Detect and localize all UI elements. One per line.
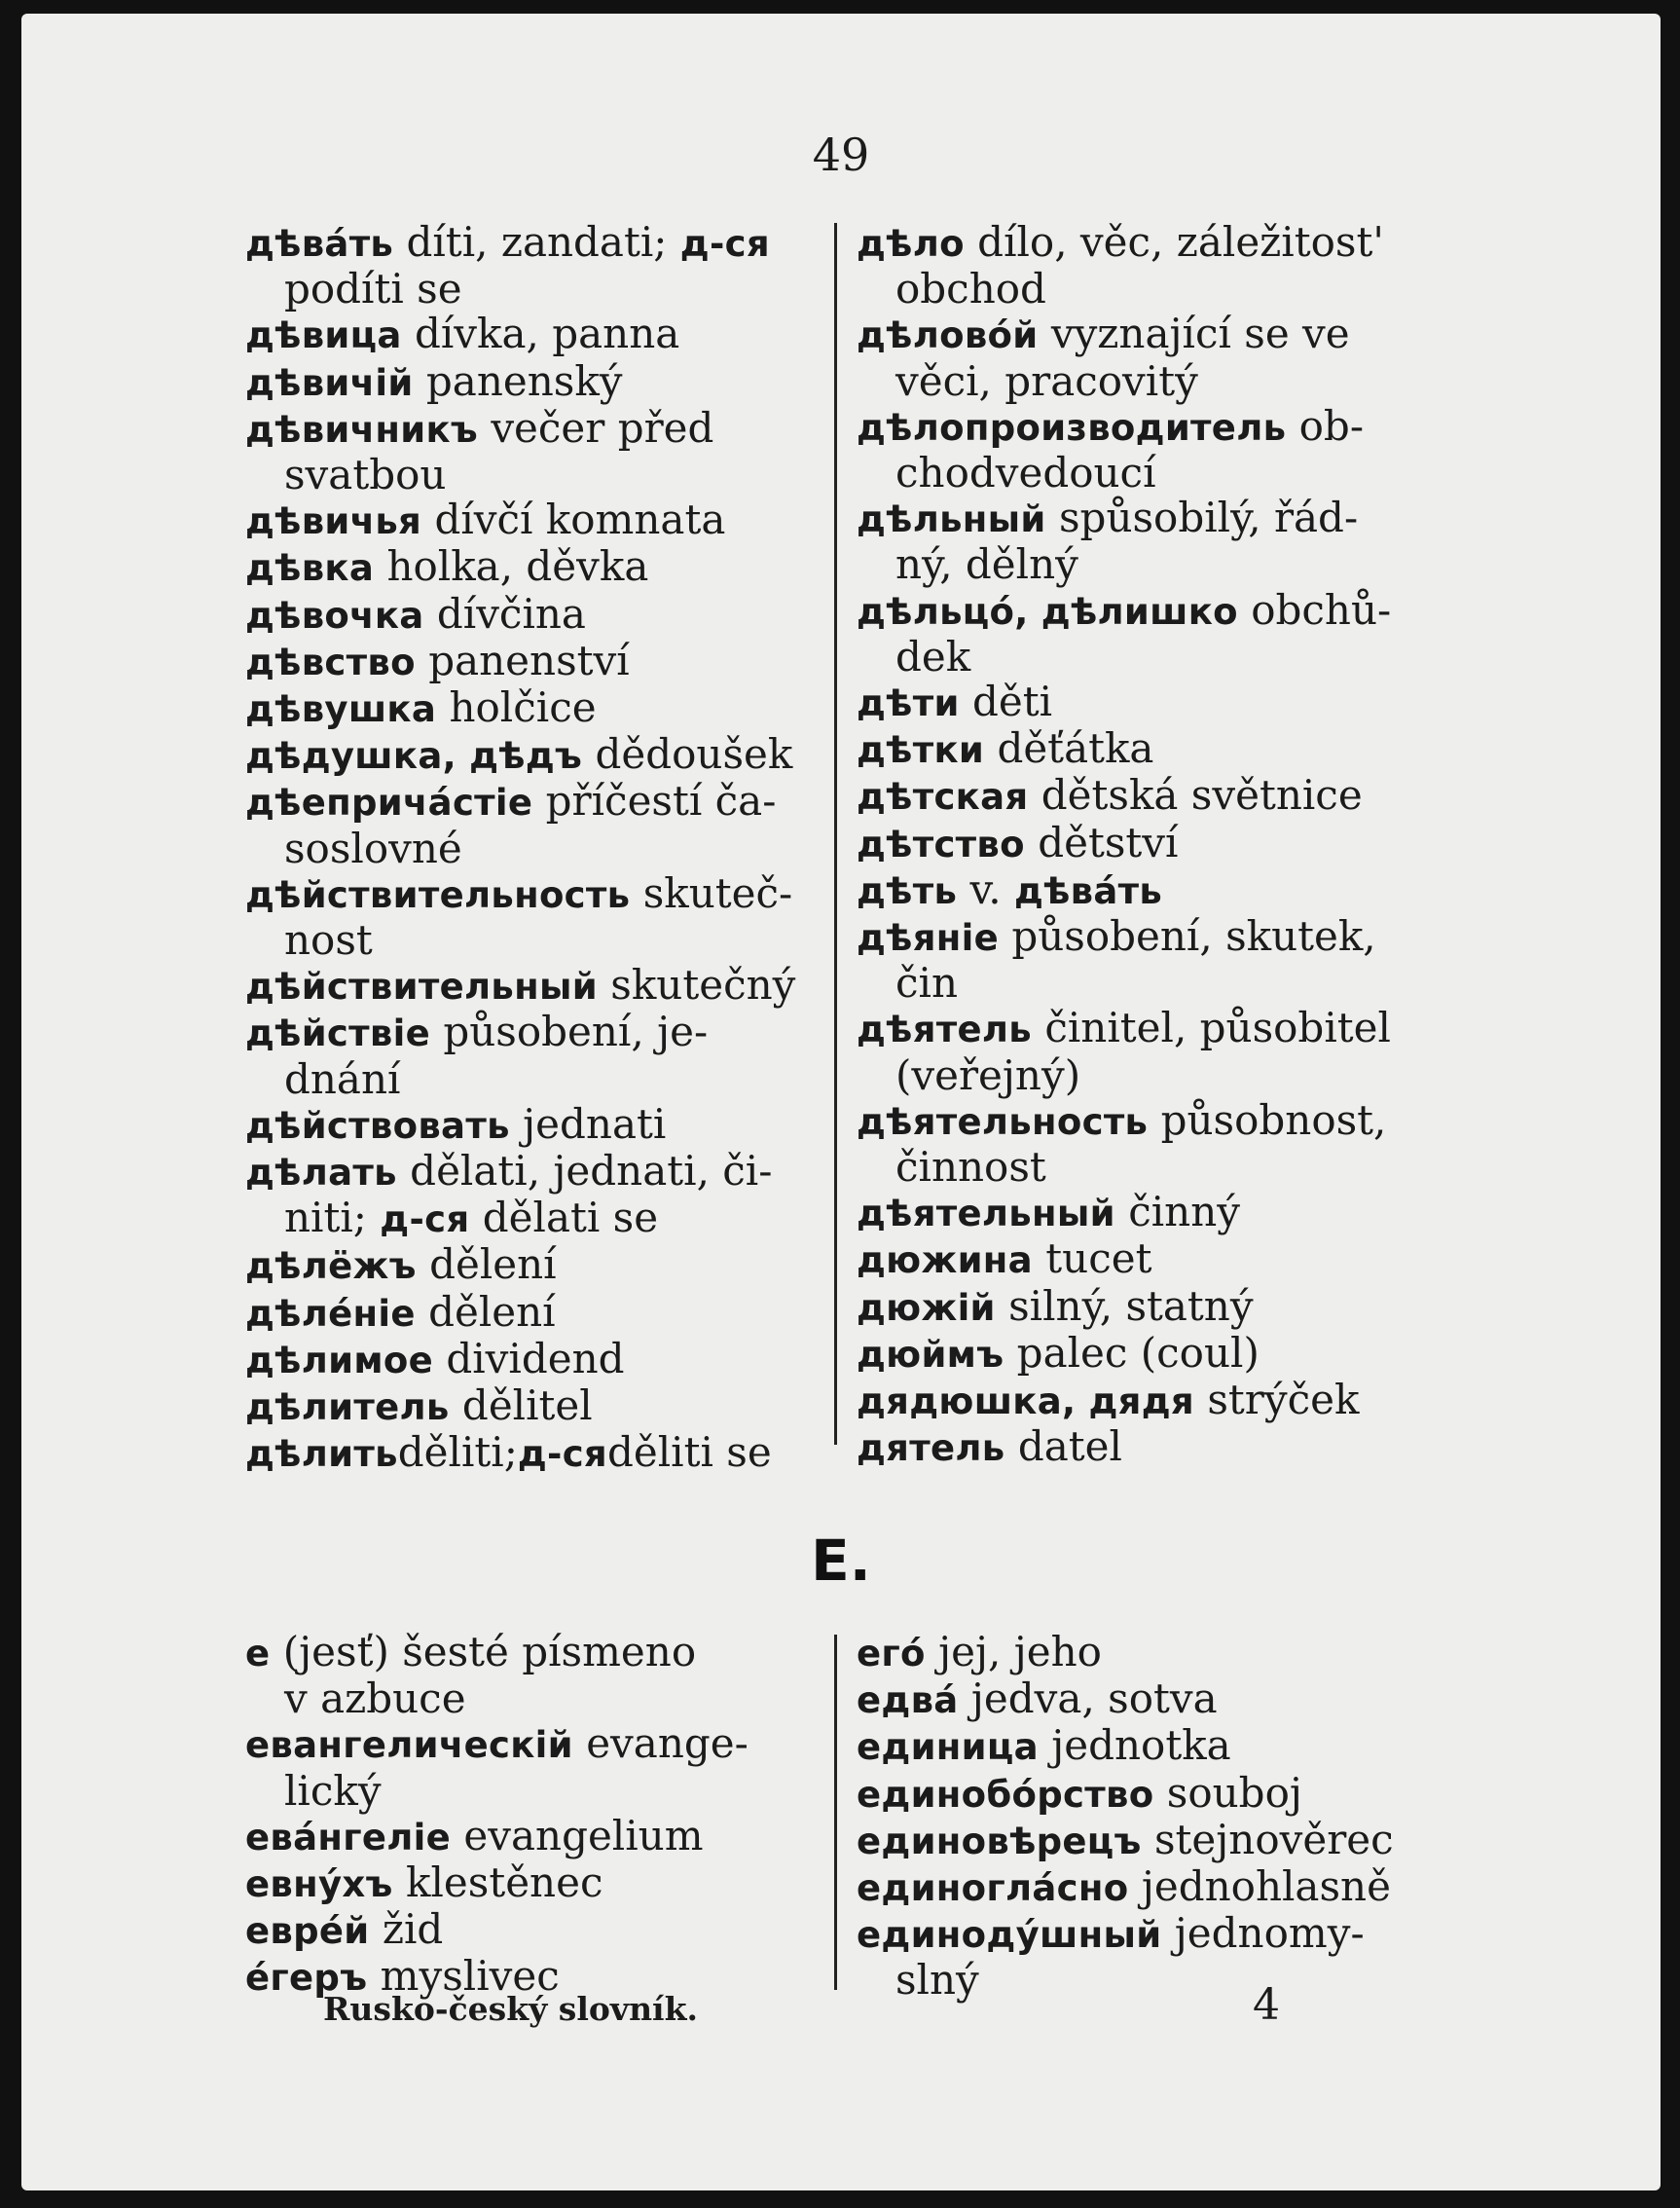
dictionary-entry bbox=[245, 403, 820, 453]
dictionary-entry bbox=[857, 1328, 1431, 1378]
dictionary-entry bbox=[245, 312, 820, 358]
entry-headword: дѣлать bbox=[245, 1152, 397, 1195]
entry-definition: holka, děvka bbox=[374, 542, 649, 591]
entry-definition: nost bbox=[284, 916, 373, 965]
entry-headword: е bbox=[245, 1633, 271, 1674]
entry-continuation bbox=[857, 1145, 1431, 1190]
entry-headword: единодýшный bbox=[857, 1914, 1162, 1957]
entry-headword: дѣйствiе bbox=[245, 1012, 431, 1055]
entry-headword: дѣдушка, дѣдъ bbox=[245, 735, 583, 778]
entry-headword: дѣйствительность bbox=[245, 873, 631, 916]
dictionary-entry bbox=[245, 636, 820, 685]
entry-continuation bbox=[245, 453, 820, 497]
entry-definition: činnost bbox=[895, 1143, 1046, 1192]
entry-definition: (veřejný) bbox=[895, 1050, 1081, 1099]
entry-definition: skuteč- bbox=[630, 868, 793, 917]
entry-headword: дѣловóй bbox=[857, 314, 1039, 357]
dictionary-entry bbox=[857, 1768, 1431, 1818]
entry-definition: panenství bbox=[415, 636, 630, 684]
entry-headword: единица bbox=[857, 1726, 1039, 1769]
dictionary-entry bbox=[857, 1190, 1431, 1236]
entry-headword: дюжина bbox=[857, 1239, 1033, 1282]
entry-headword: дѣтская bbox=[857, 776, 1029, 819]
dictionary-entry bbox=[245, 1010, 820, 1056]
entry-definition: lický bbox=[284, 1766, 382, 1815]
entry-definition: obchod bbox=[895, 265, 1046, 313]
entry-definition: působnost, bbox=[1148, 1095, 1387, 1144]
dictionary-entry bbox=[245, 1860, 820, 1907]
dictionary-entry bbox=[857, 401, 1431, 451]
entry-definition: díti, zandati; bbox=[393, 218, 680, 266]
column-e-left bbox=[245, 1630, 820, 2002]
dictionary-entry bbox=[245, 779, 820, 826]
entry-headword: евáнгелiе bbox=[245, 1816, 452, 1858]
entry-definition: obchů- bbox=[1237, 585, 1392, 634]
entry-definition: dividend bbox=[433, 1334, 625, 1382]
entry-definition: ob- bbox=[1286, 401, 1365, 450]
entry-definition: skutečný bbox=[597, 961, 796, 1010]
entry-continuation bbox=[245, 267, 820, 312]
entry-continuation bbox=[857, 267, 1431, 312]
entry-headword: дѣтство bbox=[857, 823, 1025, 865]
column-e-right bbox=[857, 1630, 1431, 2004]
entry-continuation bbox=[245, 824, 820, 872]
entry-headword: дѣвушка bbox=[245, 688, 437, 731]
entry-definition: dělení bbox=[415, 1287, 556, 1336]
entry-definition: jednomy- bbox=[1161, 1909, 1365, 1958]
entry-headword: дѣвочка bbox=[245, 594, 424, 637]
entry-headword: дѣвичья bbox=[245, 500, 422, 543]
entry-headword: евнýхъ bbox=[245, 1863, 393, 1906]
entry-headword: дѣлéнiе bbox=[245, 1292, 416, 1335]
entry-definition: podíti se bbox=[284, 265, 462, 313]
entry-headword: дѣепричáстiе bbox=[245, 782, 533, 825]
entry-definition: dělitel bbox=[449, 1381, 593, 1430]
entry-headword: дѣянiе bbox=[857, 917, 1000, 960]
dictionary-entry bbox=[857, 312, 1431, 358]
entry-definition: silný, statný bbox=[995, 1281, 1254, 1330]
column-d-left bbox=[245, 220, 820, 1477]
entry-definition: strýček bbox=[1193, 1376, 1360, 1424]
column-divider bbox=[834, 223, 837, 1445]
entry-definition: soslovné bbox=[284, 824, 462, 872]
entry-headword: дѣлимое bbox=[245, 1339, 433, 1381]
entry-headword: дѣти bbox=[857, 682, 960, 725]
entry-definition: věci, pracovitý bbox=[895, 356, 1198, 405]
dictionary-entry bbox=[245, 497, 820, 544]
entry-headword: дятель bbox=[857, 1427, 1005, 1470]
dictionary-entry bbox=[245, 963, 820, 1010]
entry-headword: д-ся bbox=[679, 223, 770, 265]
entry-definition: evange- bbox=[572, 1719, 749, 1768]
entry-continuation bbox=[857, 451, 1431, 496]
entry-definition: dnání bbox=[284, 1054, 401, 1103]
entry-headword: дѣйствительный bbox=[245, 966, 598, 1009]
entry-definition: panenský bbox=[413, 356, 623, 405]
page-number: 49 bbox=[812, 129, 870, 181]
entry-definition: působení, je- bbox=[430, 1008, 709, 1056]
dictionary-entry bbox=[245, 356, 820, 406]
entry-definition: evangelium bbox=[451, 1811, 704, 1859]
dictionary-entry bbox=[857, 818, 1431, 867]
entry-definition: jej, jeho bbox=[925, 1628, 1102, 1675]
entry-continuation bbox=[245, 1196, 820, 1242]
dictionary-entry bbox=[857, 220, 1431, 267]
entry-definition: slný bbox=[895, 1956, 979, 2005]
entry-headword: д-ся bbox=[380, 1198, 470, 1241]
entry-headword: дядюшка, дядя bbox=[857, 1380, 1194, 1423]
dictionary-entry bbox=[857, 1723, 1431, 1770]
entry-headword: дѣло bbox=[857, 223, 965, 265]
dictionary-entry bbox=[245, 1287, 820, 1337]
entry-definition: jednati bbox=[509, 1099, 667, 1148]
entry-headword: дѣятель bbox=[857, 1009, 1032, 1051]
entry-headword: дѣвáть bbox=[1013, 869, 1163, 912]
dictionary-entry bbox=[857, 1630, 1431, 1676]
entry-continuation bbox=[245, 1054, 820, 1103]
entry-headword: евангелическiй bbox=[245, 1724, 573, 1767]
entry-definition: dílo, věc, záležitost' bbox=[964, 218, 1384, 266]
entry-definition: žid bbox=[369, 1905, 444, 1954]
dictionary-entry bbox=[857, 1006, 1431, 1052]
entry-headword: дѣвица bbox=[245, 314, 402, 357]
dictionary-entry bbox=[857, 1236, 1431, 1283]
dictionary-entry bbox=[857, 726, 1431, 773]
entry-definition: děťátka bbox=[984, 724, 1154, 773]
entry-headword: дѣвáть bbox=[245, 223, 394, 265]
entry-definition: v. bbox=[957, 865, 1014, 913]
entry-headword: единобóрство bbox=[857, 1773, 1154, 1816]
entry-definition: děti bbox=[959, 678, 1053, 726]
entry-definition: tucet bbox=[1032, 1234, 1152, 1283]
entry-headword: дѣлить bbox=[245, 1433, 398, 1476]
dictionary-entry bbox=[857, 914, 1431, 961]
entry-headword: дѣйствовать bbox=[245, 1104, 510, 1147]
entry-definition: klestěnec bbox=[392, 1858, 603, 1907]
section-letter: E. bbox=[811, 1527, 871, 1594]
entry-definition: holčice bbox=[436, 683, 597, 732]
entry-definition: (jesť) šesté písmeno bbox=[270, 1628, 697, 1675]
entry-headword: дѣтки bbox=[857, 729, 985, 772]
entry-headword: дѣльный bbox=[857, 498, 1046, 541]
entry-continuation bbox=[245, 918, 820, 963]
dictionary-entry bbox=[857, 1676, 1431, 1723]
entry-definition: dětská světnice bbox=[1028, 771, 1363, 820]
dictionary-entry bbox=[245, 1099, 820, 1149]
entry-headword: дѣвство bbox=[245, 641, 416, 683]
entry-headword: еврéй bbox=[245, 1910, 370, 1953]
entry-definition: myslivec bbox=[367, 1952, 560, 2001]
entry-continuation bbox=[857, 1050, 1431, 1099]
dictionary-page bbox=[21, 14, 1661, 2190]
entry-headword: дѣвичникъ bbox=[245, 408, 478, 451]
dictionary-entry bbox=[245, 220, 820, 267]
entry-definition: večer před bbox=[477, 403, 714, 452]
entry-definition: činitel, působitel bbox=[1032, 1004, 1391, 1052]
entry-definition: jedva, sotva bbox=[958, 1674, 1218, 1723]
dictionary-entry bbox=[857, 1911, 1431, 1958]
dictionary-entry bbox=[857, 1864, 1431, 1911]
dictionary-entry bbox=[245, 1383, 820, 1430]
dictionary-entry bbox=[245, 1721, 820, 1768]
entry-definition: činný bbox=[1114, 1188, 1240, 1236]
entry-definition: vyznající se ve bbox=[1038, 310, 1350, 358]
entry-definition: dělati se bbox=[469, 1194, 659, 1242]
entry-definition: spůsobilý, řád- bbox=[1045, 494, 1359, 542]
entry-continuation bbox=[857, 356, 1431, 405]
dictionary-entry bbox=[245, 1630, 820, 1676]
dictionary-entry bbox=[245, 589, 820, 639]
entry-definition: dělení bbox=[416, 1240, 557, 1289]
entry-continuation bbox=[857, 542, 1431, 587]
entry-continuation bbox=[857, 961, 1431, 1006]
dictionary-entry bbox=[857, 1095, 1431, 1145]
entry-headword: дюймъ bbox=[857, 1333, 1004, 1376]
dictionary-entry bbox=[245, 1334, 820, 1383]
entry-headword: дѣльцó, дѣлишко bbox=[857, 590, 1238, 633]
dictionary-entry bbox=[245, 1811, 820, 1860]
entry-headword: егó bbox=[857, 1633, 926, 1674]
entry-definition: chodvedoucí bbox=[895, 449, 1156, 497]
entry-definition: datel bbox=[1004, 1422, 1122, 1471]
entry-continuation bbox=[245, 1766, 820, 1815]
entry-definition: palec (coul) bbox=[1004, 1328, 1260, 1377]
column-d-right bbox=[857, 220, 1431, 1471]
entry-definition: dek bbox=[895, 632, 971, 681]
dictionary-entry bbox=[857, 1424, 1431, 1471]
dictionary-entry bbox=[245, 1242, 820, 1289]
entry-continuation bbox=[245, 1676, 820, 1721]
column-divider bbox=[834, 1635, 837, 1990]
entry-headword: éгеръ bbox=[245, 1957, 368, 2000]
entry-definition: příčestí ča- bbox=[532, 777, 777, 826]
dictionary-entry bbox=[245, 1430, 820, 1477]
entry-continuation bbox=[857, 1958, 1431, 2003]
entry-definition: ný, dělný bbox=[895, 540, 1078, 589]
entry-definition: dělati, jednati, či- bbox=[396, 1147, 773, 1196]
dictionary-entry bbox=[857, 1281, 1431, 1331]
entry-headword: дѣлёжъ bbox=[245, 1245, 417, 1288]
dictionary-entry bbox=[857, 585, 1431, 635]
entry-definition: dívčina bbox=[423, 589, 586, 638]
entry-headword: дѣть bbox=[857, 869, 958, 912]
entry-definition: působení, skutek, bbox=[999, 912, 1376, 961]
entry-definition: děliti se bbox=[607, 1428, 772, 1477]
dictionary-entry bbox=[857, 773, 1431, 820]
entry-definition: jednohlasně bbox=[1128, 1862, 1391, 1911]
footer-book-title: Rusko-český slovník. bbox=[323, 1990, 698, 2028]
entry-definition: jednotka bbox=[1038, 1721, 1231, 1770]
entry-headword: дѣлопроизводитель bbox=[857, 406, 1287, 449]
entry-definition: děliti; bbox=[397, 1428, 518, 1477]
entry-headword: едвá bbox=[857, 1679, 959, 1722]
entry-headword: дѣятельный bbox=[857, 1193, 1115, 1235]
dictionary-entry bbox=[857, 496, 1431, 542]
entry-definition: čin bbox=[895, 959, 959, 1008]
dictionary-entry bbox=[245, 868, 820, 918]
dictionary-entry bbox=[857, 867, 1431, 914]
entry-headword: единоглáсно bbox=[857, 1867, 1129, 1910]
entry-definition: svatbou bbox=[284, 451, 447, 499]
footer-signature-mark: 4 bbox=[1253, 1980, 1280, 2030]
entry-headword: дѣвичiй bbox=[245, 361, 414, 404]
dictionary-entry bbox=[857, 680, 1431, 726]
dictionary-entry bbox=[857, 1815, 1431, 1864]
entry-definition: stejnověrec bbox=[1141, 1815, 1394, 1863]
entry-definition: dětství bbox=[1024, 818, 1179, 866]
entry-headword: д-ся bbox=[517, 1433, 607, 1476]
dictionary-entry bbox=[245, 1149, 820, 1196]
dictionary-entry bbox=[245, 685, 820, 732]
entry-headword: единовѣрецъ bbox=[857, 1820, 1142, 1862]
entry-headword: дюжiй bbox=[857, 1286, 996, 1329]
dictionary-entry bbox=[245, 732, 820, 779]
dictionary-entry bbox=[857, 1378, 1431, 1424]
entry-definition: dívka, panna bbox=[401, 310, 680, 358]
entry-headword: дѣлитель bbox=[245, 1386, 450, 1429]
entry-definition: dědoušek bbox=[582, 730, 793, 779]
entry-headword: дѣвка bbox=[245, 547, 375, 590]
entry-continuation bbox=[857, 632, 1431, 681]
dictionary-entry bbox=[245, 1907, 820, 1954]
entry-definition: dívčí komnata bbox=[421, 496, 726, 544]
entry-headword: дѣятельность bbox=[857, 1100, 1149, 1143]
entry-definition: v azbuce bbox=[284, 1674, 466, 1723]
entry-definition: niti; bbox=[284, 1194, 381, 1242]
dictionary-entry bbox=[245, 544, 820, 591]
entry-definition: souboj bbox=[1153, 1768, 1302, 1817]
